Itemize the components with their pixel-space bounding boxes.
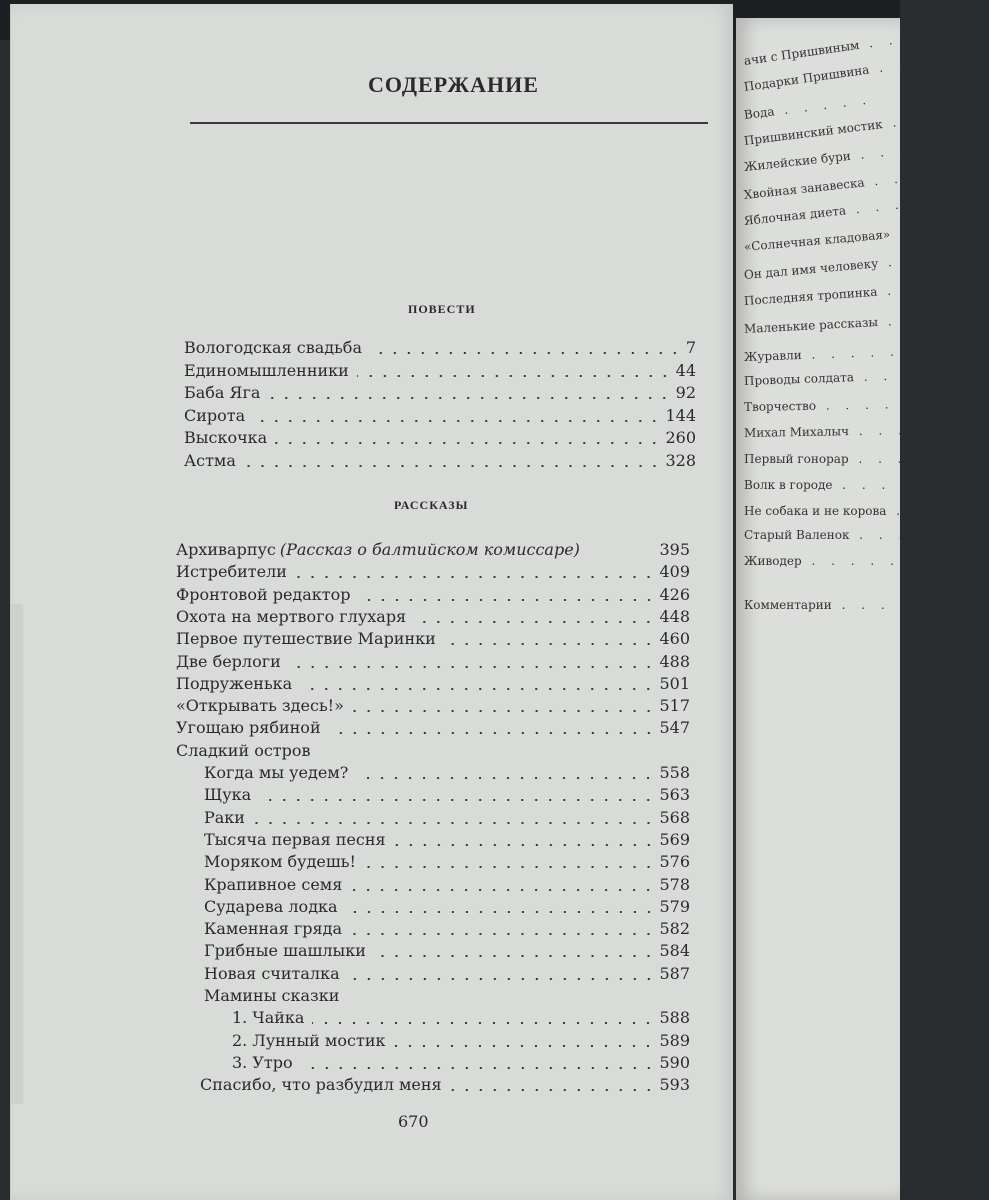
entry-page: 144 [665,405,696,425]
dot-leader [259,799,655,801]
dot-leader [393,1045,655,1047]
entry-title: Единомышленники [184,360,349,380]
entry-title: Крапивное семя [204,874,343,894]
toc-entry [204,917,690,939]
facing-entry: Последняя тропинка . . . . . [743,277,976,308]
toc-entry [232,1051,690,1073]
entry-page: 578 [659,874,690,894]
entry-page: 576 [659,852,690,872]
entry-title: Грибные шашлыки [204,941,366,961]
dot-leader [350,933,655,935]
entry-page: 589 [659,1030,690,1050]
facing-entry: Подарки Пришвина . . . . . [743,48,968,94]
toc-heading: СОДЕРЖАНИЕ [368,72,539,97]
dot-leader [253,822,655,824]
entry-title: Две берлоги [176,651,281,671]
facing-entry: Михал Михалыч . . . . . [743,422,948,440]
facing-entry: Творчество . . . . . [743,397,915,414]
entry-page: 547 [659,718,690,738]
toc-entry [176,716,690,738]
entry-page: 448 [659,606,690,626]
dot-leader [352,710,656,712]
toc-entry [176,694,690,716]
entry-title: Спасибо, что разбудил меня [200,1075,442,1095]
entry-title: 2. Лунный мостик [232,1030,386,1050]
dot-leader [346,911,656,913]
toc-entry [232,1029,690,1051]
entry-page: 563 [659,785,690,805]
toc-entry [184,336,696,358]
page-edge [11,604,23,1104]
entry-title: Сирота [184,405,246,425]
entry-title: Архиварпус [176,540,276,559]
facing-entry: Пришвинский мостик . . . . . [743,105,981,148]
dot-leader [444,643,656,645]
toc-entry [184,404,696,426]
entry-page: 488 [659,651,690,671]
entry-title: Сударева лодка [204,896,338,916]
entry-page: 328 [665,451,696,470]
entry-subtitle: (Рассказ о балтийском комиссаре) [279,540,580,559]
heading-rule [190,122,708,124]
section-povesti: ПОВЕСТИ [408,302,476,316]
entry-title: Баба Яга [184,383,261,403]
toc-entry [204,850,690,872]
toc-entry [200,1073,690,1095]
dot-leader [348,978,656,980]
entry-page: 593 [659,1075,690,1095]
facing-entry: ачи с Пришвиным . . . . . [743,24,958,68]
toc-entry [176,605,690,627]
facing-entry: Первый гонорар . . . . . [744,452,947,466]
facing-entry: Комментарии . . . . . [744,598,930,612]
entry-page: 409 [659,562,690,582]
entry-title: Вологодская свадьба [184,338,362,357]
entry-title: 3. Утро [232,1052,293,1072]
toc-entry [204,962,690,984]
facing-page [736,18,989,1200]
section-rasskazy: РАССКАЗЫ [394,498,469,512]
entry-title: Первое путешествие Маринки [176,629,436,649]
toc-entry [204,806,690,828]
entry-page: 568 [659,807,690,827]
entry-title: 1. Чайка [232,1008,305,1028]
entry-title: Угощаю рябиной [176,718,321,738]
toc-entry [176,650,690,672]
dot-leader [350,889,655,891]
facing-entry: Яблочная диета . . . . . [743,193,945,228]
entry-page: 588 [659,1008,690,1028]
dot-leader [364,866,656,868]
toc-entry [204,939,690,961]
dot-leader [312,1022,655,1024]
entry-title: Новая считалка [204,963,340,983]
dot-leader [359,599,656,601]
toc-entry [184,359,696,381]
dot-leader [450,1089,656,1091]
toc-entry [204,873,690,895]
entry-title: Раки [204,807,245,827]
facing-entry: Жилейские бури . . . . . [743,138,950,174]
dot-leader [275,442,661,444]
toc-entry [176,560,690,582]
entry-page: 44 [675,360,696,380]
entry-page: 584 [659,941,690,961]
page-number: 670 [398,1112,429,1131]
entry-title: Моряком будешь! [204,852,356,872]
toc-entry [176,627,690,649]
facing-entry: Журавли . . . . . [743,344,901,364]
dot-leader [301,1067,656,1069]
entry-page: 7 [685,338,696,357]
toc-entry [176,538,690,560]
facing-entry: Маленькие рассказы . . . . . [743,309,977,336]
dot-leader [370,352,682,354]
toc-entry [204,895,690,917]
entry-title: Истребители [176,562,287,582]
dot-leader [414,621,655,623]
dot-leader [289,666,656,668]
entry-page: 426 [659,584,690,604]
entry-page: 569 [659,829,690,849]
entry-title: Мамины сказки [204,986,340,1005]
facing-entry: Вода . . . . . [743,92,873,122]
entry-page: 92 [675,383,696,403]
entry-page: 587 [659,963,690,983]
toc-entry [204,783,690,805]
toc-entry [184,381,696,403]
toc-entry [184,426,696,448]
entry-title: Когда мы уедем? [204,763,349,782]
dot-leader [357,375,672,377]
facing-entry: Он дал имя человеку . . . . . [743,247,977,282]
dot-leader [244,465,662,467]
entry-page: 260 [665,428,696,448]
entry-title: Щука [204,785,252,805]
entry-title: Астма [184,451,236,470]
entry-title: Выскочка [184,428,268,448]
facing-entry: Волк в городе . . . . . [744,478,931,492]
entry-title: Охота на мертвого глухаря [176,606,407,626]
toc-entry [176,739,690,761]
entry-title: «Открывать здесь!» [176,696,344,716]
facing-entry: Живодер . . . . . [744,554,900,568]
toc-entry [184,449,696,471]
facing-entry: Не собака и не корова . . . . . [744,504,985,518]
dot-leader [295,576,656,578]
dot-leader [394,844,656,846]
entry-page: 590 [659,1052,690,1072]
dot-leader [329,732,656,734]
entry-title: Тысяча первая песня [204,829,386,849]
entry-title: Сладкий остров [176,740,311,760]
dot-leader [300,688,655,690]
toc-entry [204,984,690,1006]
entry-page: 460 [659,629,690,649]
entry-page: 558 [659,763,690,782]
facing-entry: Старый Валенок . . . . . [744,528,948,542]
toc-entry [232,1006,690,1028]
toc-entry [204,761,690,783]
toc-entry [204,828,690,850]
dot-leader [374,955,656,957]
dot-leader [253,420,661,422]
facing-entry: Хвойная занавеска . . . . . [743,165,963,202]
dot-leader [356,777,655,779]
entry-title: Каменная гряда [204,919,342,939]
entry-page: 395 [659,540,690,559]
entry-page: 579 [659,896,690,916]
entry-page: 582 [659,919,690,939]
dot-leader [268,397,671,399]
facing-entry: «Солнечная кладовая» . . . . . [743,218,989,254]
toc-entry [176,583,690,605]
entry-title: Фронтовой редактор [176,584,351,604]
entry-page: 517 [659,696,690,716]
toc-entry [176,672,690,694]
facing-entry: Проводы солдата . . . . . [743,366,953,388]
entry-page: 501 [659,673,690,693]
entry-title: Подруженька [176,673,293,693]
